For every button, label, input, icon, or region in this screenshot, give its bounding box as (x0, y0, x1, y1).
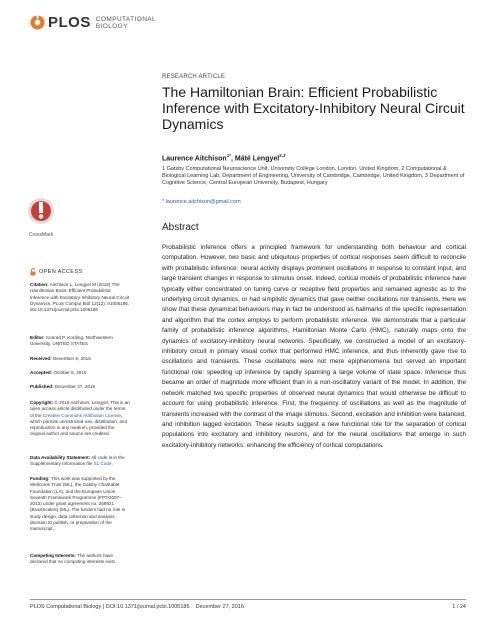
supplementary-code-link[interactable]: S1 Code (93, 461, 112, 467)
open-lock-icon (30, 268, 36, 276)
copyright-block: Copyright: © 2016 Aitchison, Lengyel. This is an open access article distributed under the terms of the Creative Commons Attribution License, which permits unrestricted use, distribution, and reproduction in any medium, provided the original author and source are credited. (30, 400, 130, 437)
citation-block: Citation: Aitchison L, Lengyel M (2016) The Hamiltonian Brain: Efficient Probabilistic Inference with Excitatory-Inhibitory Neural Circuit Dynamics. PLoS Comput Biol 12(12): e1005186. doi:10.1371/journal.pcbi.1005186 (30, 282, 130, 313)
abstract-text: Probabilistic inference offers a principled framework for understanding both behaviour and cortical computation. However, two basic and ubiquitous properties of cortical responses seem difficult to reconcile with probabilistic inference: neural activity displays prominent oscillations in response to constant input, and large transient changes in response to stimulus onset. Indeed, cortical models of probabilistic inference have typically either concentrated on tuning curve or receptive field properties and remained agnostic as to the underlying circuit dynamics, or had simplistic dynamics that gave neither oscillations nor transients. Here we show that these dynamical behaviours may in fact be understood as hallmarks of the specific representation and algorithm that the cortex employs to perform probabilistic inference. We demonstrate that a particular family of probabilistic inference algorithms, Hamiltonian Monte Carlo (HMC), naturally maps onto the dynamics of excitatory-inhibitory neural networks. Specifically, we constructed a model of an excitatory-inhibitory circuit in primary visual cortex that performed HMC inference, and thus inherently gave rise to oscillations and transients. These oscillations were not mere epiphenomena but served an important functional role: speeding up inference by rapidly spanning a large volume of state space. Inference thus became an order of magnitude more efficient than in a non-oscillatory variant of the model. In addition, the network matched two specific properties of observed neural dynamics that would otherwise be difficult to account for using probabilistic inference. First, the frequency of oscillations as well as the magnitude of transients increased with the contrast of the image stimulus. Second, excitation and inhibition were balanced, and inhibition lagged excitation. These results suggest a new functional role for the separation of cortical populations into excitatory and inhibitory neurons, and for the neural oscillations that emerge in such excitatory-inhibitory networks: enhancing the efficiency of cortical computations. (162, 244, 466, 449)
crossmark-icon (26, 196, 56, 226)
author-name: Máté Lengyel (234, 155, 280, 163)
received-date: Received: December 6, 2015 (30, 356, 91, 361)
competing-interests-block: Competing Interests: The authors have declared that no competing interests exist. (30, 553, 117, 565)
brand-name: PLOS (48, 14, 91, 31)
editor-block: Editor: Konrad P. Kording, Northwestern University, UNITED STATES (30, 335, 113, 347)
published-date: Published: December 27, 2016 (30, 384, 96, 389)
affiliations: 1 Gatsby Computational Neuroscience Unit, University College London, London, United Kingdom, 2 Computational & Biological Learning Lab, Department of Engineering, University of Cambridge, Cambridge, United Kingdom, 3 Department of Cognitive Science, Central European University, Budapest, Hungary (162, 166, 465, 186)
article-title: The Hamiltonian Brain: Efficient Probabilistic Inference with Excitatory-Inhibitory Neural Circuit Dynamics (162, 84, 465, 132)
corresponding-email-link[interactable]: * laurence.aitchison@gmail.com (162, 199, 241, 205)
data-availability-block: Data Availability Statement: All code is in the Supplementary Information file S1 Code. (30, 455, 125, 467)
article-type: RESEARCH ARTICLE (162, 74, 226, 80)
journal-name: COMPUTATIONAL BIOLOGY (95, 15, 157, 30)
accepted-date: Accepted: October 6, 2016 (30, 370, 87, 375)
journal-logo (30, 14, 156, 31)
license-link[interactable]: Creative Commons Attribution License (42, 412, 121, 418)
page-footer (30, 599, 466, 610)
author-name: Laurence Aitchison (162, 155, 227, 163)
abstract-heading: Abstract (162, 222, 199, 233)
crossmark-label: CrossMark (28, 232, 54, 238)
page-number: 1 / 24 (452, 604, 466, 610)
footer-citation: PLOS Computational Biology | DOI:10.1371/journal.pcbi.1005186 December 27, 2016 (30, 604, 244, 610)
open-access-label: OPEN ACCESS (30, 268, 130, 276)
plos-logo-icon (30, 15, 45, 30)
funding-block: Funding: This work was supported by the Wellcome Trust (ML), the Gatsby Charitable Foundation (LA), and the European Union Seventh Framework Programme (FP7/2007–2013) under grant agreement no. 269921 (BrainScaleS) (ML). The funders had no role in study design, data collection and analysis, decision to publish, or preparation of the manuscript. (30, 476, 126, 532)
crossmark-badge[interactable] (26, 196, 56, 238)
author-list: Laurence Aitchison$^{1*}$, Máté Lengyel$^{2,3}$ (162, 153, 286, 163)
